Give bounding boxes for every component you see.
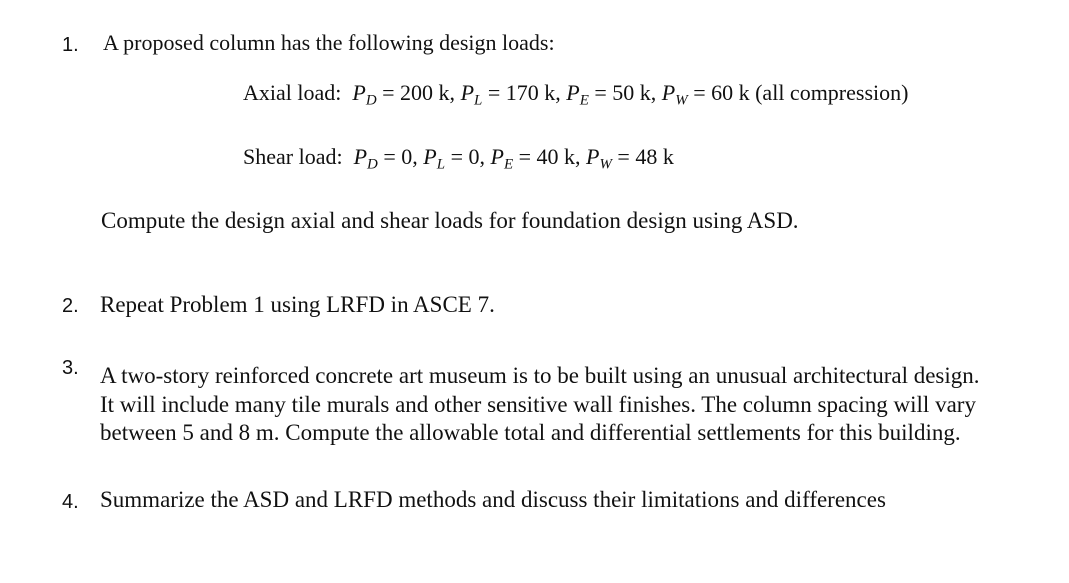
shear-load-line bbox=[243, 143, 674, 173]
problem-3-line: It will include many tile murals and other sensitive wall finishes. The column spacing will vary bbox=[100, 391, 976, 417]
axial-load-label: Axial load: bbox=[243, 80, 342, 105]
axial-load-line bbox=[243, 79, 909, 109]
problem-3-line: between 5 and 8 m. Compute the allowable total and differential settlements for this building. bbox=[100, 420, 961, 445]
shear-pw-symbol: $P_W$ bbox=[586, 144, 612, 173]
problem-1-intro: A proposed column has the following design loads: bbox=[103, 30, 555, 55]
shear-pe-symbol: $P_E$ bbox=[490, 144, 514, 173]
axial-pd-value: = 200 k, bbox=[382, 80, 456, 105]
shear-pd-value: = 0, bbox=[383, 144, 418, 169]
problem-2-number: 2. bbox=[62, 295, 79, 317]
axial-pd-symbol: $P_D$ bbox=[352, 80, 377, 109]
problem-1-task: Compute the design axial and shear loads for foundation design using ASD. bbox=[101, 208, 799, 233]
shear-pl-symbol: $P_L$ bbox=[423, 144, 446, 173]
problem-2-text: Repeat Problem 1 using LRFD in ASCE 7. bbox=[100, 292, 495, 317]
shear-load-label: Shear load: bbox=[243, 144, 343, 169]
problem-1-number: 1. bbox=[62, 34, 79, 56]
problem-3-text bbox=[100, 362, 1055, 448]
shear-pl-value: = 0, bbox=[450, 144, 485, 169]
shear-pd-symbol: $P_D$ bbox=[353, 144, 378, 173]
axial-pl-symbol: $P_L$ bbox=[460, 80, 483, 109]
problem-3-number: 3. bbox=[62, 357, 79, 379]
problem-3-line: A two-story reinforced concrete art museum is to be built using an unusual architectural design. bbox=[100, 363, 980, 388]
problem-4-number: 4. bbox=[62, 491, 79, 513]
problem-4-text: Summarize the ASD and LRFD methods and discuss their limitations and differences bbox=[100, 487, 886, 512]
shear-pe-value: = 40 k, bbox=[518, 144, 581, 169]
axial-pe-symbol: $P_E$ bbox=[566, 80, 589, 109]
shear-pw-value: = 48 k bbox=[617, 144, 674, 169]
axial-pw-value: = 60 k (all compression) bbox=[693, 80, 909, 105]
axial-pl-value: = 170 k, bbox=[487, 80, 561, 105]
axial-pw-symbol: $P_W$ bbox=[661, 80, 688, 109]
axial-pe-value: = 50 k, bbox=[594, 80, 657, 105]
